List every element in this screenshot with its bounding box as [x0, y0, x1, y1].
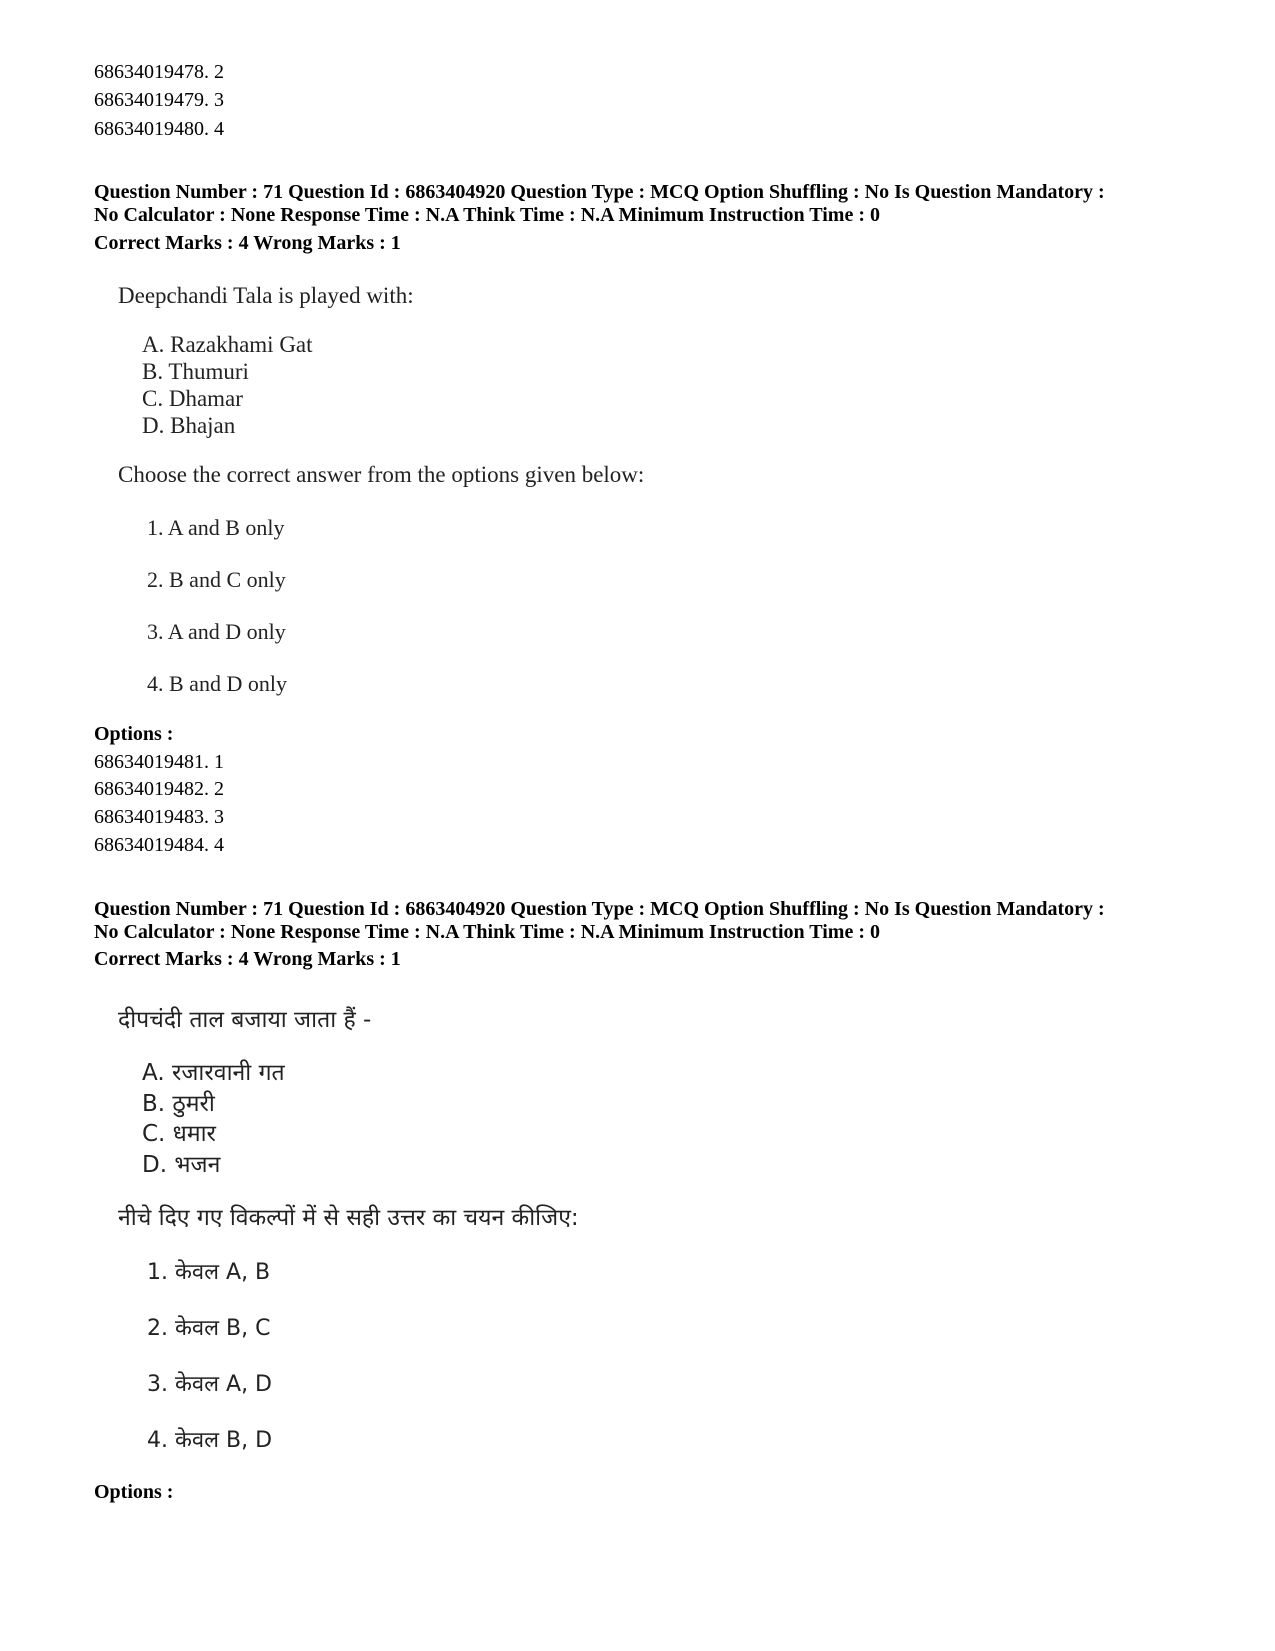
- question-item: D. भजन: [142, 1152, 221, 1178]
- question-item: A. रजारवानी गत: [142, 1060, 285, 1086]
- options-label: Options :: [94, 723, 174, 745]
- answer-choice: 2. केवल B, C: [147, 1316, 271, 1341]
- answer-choice: 4. B and D only: [147, 671, 287, 696]
- question-header-line1: Question Number : 71 Question Id : 6863404920 Question Type : MCQ Option Shuffling : No Is Question Mandatory :: [94, 181, 1105, 203]
- question-item: D. Bhajan: [142, 413, 236, 438]
- question-item: A. Razakhami Gat: [142, 332, 313, 357]
- option-line: 68634019478. 2: [94, 61, 224, 83]
- answer-choice: 4. केवल B, D: [147, 1428, 273, 1453]
- question-text: Deepchandi Tala is played with:: [118, 283, 414, 308]
- question-item: B. Thumuri: [142, 359, 249, 384]
- option-line: 68634019482. 2: [94, 778, 224, 800]
- answer-choice: 3. A and D only: [147, 619, 286, 644]
- question-header-line2: No Calculator : None Response Time : N.A Think Time : N.A Minimum Instruction Time : 0: [94, 921, 880, 943]
- answer-choice: 1. A and B only: [147, 515, 285, 540]
- answer-choice: 3. केवल A, D: [147, 1372, 272, 1397]
- answer-choice: 1. केवल A, B: [147, 1260, 271, 1285]
- answer-choice: 2. B and C only: [147, 567, 286, 592]
- marks-line: Correct Marks : 4 Wrong Marks : 1: [94, 232, 401, 254]
- instruction-text: नीचे दिए गए विकल्पों में से सही उत्तर का चयन कीजिए:: [118, 1205, 579, 1231]
- marks-line: Correct Marks : 4 Wrong Marks : 1: [94, 948, 401, 970]
- option-line: 68634019484. 4: [94, 834, 224, 856]
- instruction-text: Choose the correct answer from the options given below:: [118, 462, 645, 487]
- option-line: 68634019480. 4: [94, 118, 224, 140]
- option-line: 68634019483. 3: [94, 806, 224, 828]
- option-line: 68634019479. 3: [94, 89, 224, 111]
- question-header-line1: Question Number : 71 Question Id : 6863404920 Question Type : MCQ Option Shuffling : No Is Question Mandatory :: [94, 898, 1105, 920]
- question-item: C. Dhamar: [142, 386, 243, 411]
- options-label: Options :: [94, 1481, 174, 1503]
- question-item: B. ठुमरी: [142, 1091, 215, 1117]
- option-line: 68634019481. 1: [94, 751, 224, 773]
- question-item: C. धमार: [142, 1121, 216, 1147]
- question-text: दीपचंदी ताल बजाया जाता हैं -: [118, 1007, 372, 1033]
- question-header-line2: No Calculator : None Response Time : N.A Think Time : N.A Minimum Instruction Time : 0: [94, 204, 880, 226]
